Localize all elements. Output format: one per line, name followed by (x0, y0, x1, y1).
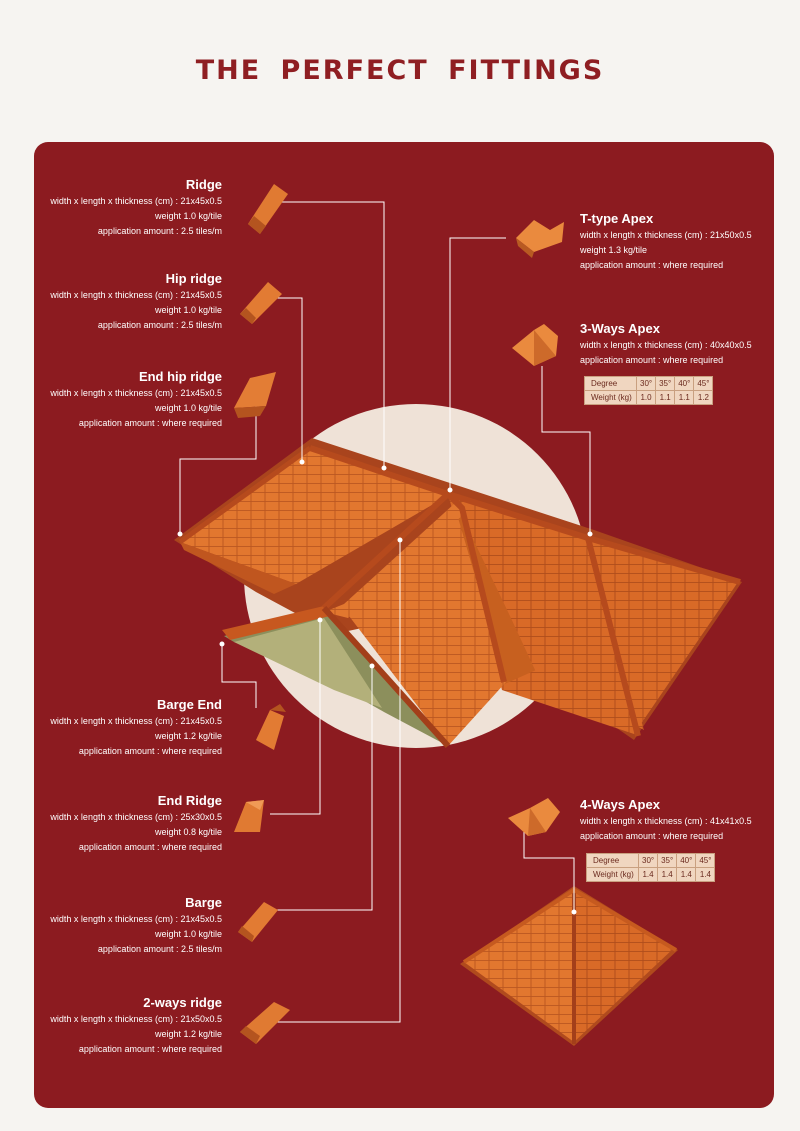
fittings-panel (34, 142, 774, 1108)
weight-label: Weight (kg) (585, 391, 637, 405)
two-ways-ridge-tile-icon (240, 1002, 290, 1044)
barge-tile-icon (238, 902, 278, 942)
fitting-name: Ridge (185, 177, 222, 192)
fitting-name: Barge (185, 895, 222, 910)
fitting-amount: application amount : where required (580, 355, 724, 365)
fitting-end-ridge (50, 792, 222, 855)
fitting-dimensions: width x length x thickness (cm) : 25x30x0.5 (50, 812, 222, 822)
weight-cell: 1.4 (677, 868, 696, 882)
degree-cell: 40° (677, 854, 696, 868)
degree-cell: 30° (637, 377, 656, 391)
pyramid-roof (460, 886, 678, 1046)
degree-label: Degree (585, 377, 637, 391)
weight-label: Weight (kg) (587, 868, 639, 882)
degree-cell: 45° (694, 377, 713, 391)
fitting-dimensions: width x length x thickness (cm) : 21x50x0.5 (50, 1014, 222, 1024)
weight-cell: 1.0 (637, 391, 656, 405)
degree-cell: 40° (675, 377, 694, 391)
fitting-amount: application amount : where required (78, 842, 222, 852)
fitting-amount: application amount : where required (78, 1044, 222, 1054)
weight-cell: 1.1 (675, 391, 694, 405)
page-title: THE PERFECT FITTINGS (195, 55, 605, 86)
fitting-name: Barge End (156, 697, 222, 712)
fitting-name: 3-Ways Apex (580, 321, 660, 336)
degree-cell: 45° (696, 854, 715, 868)
end-ridge-tile-icon (234, 800, 264, 832)
fitting-weight: weight 1.0 kg/tile (154, 305, 222, 315)
fitting-dimensions: width x length x thickness (cm) : 40x40x0.5 (580, 340, 752, 350)
fitting-name: T-type Apex (580, 211, 654, 226)
fitting-amount: application amount : where required (78, 746, 222, 756)
fitting-name: End Ridge (157, 793, 222, 808)
fitting-dimensions: width x length x thickness (cm) : 21x45x0.5 (50, 290, 222, 300)
fitting-t-type-apex (580, 210, 752, 273)
fitting-weight: weight 1.3 kg/tile (580, 245, 648, 255)
fitting-dimensions: width x length x thickness (cm) : 21x45x0.5 (50, 914, 222, 924)
fitting-three-ways-apex (580, 320, 752, 368)
barge-end-tile-icon (256, 704, 286, 750)
fitting-weight: weight 1.0 kg/tile (154, 929, 222, 939)
fitting-name: 2-ways ridge (143, 995, 222, 1010)
fitting-amount: application amount : 2.5 tiles/m (97, 944, 222, 954)
fitting-weight: weight 1.2 kg/tile (154, 731, 222, 741)
fitting-dimensions: width x length x thickness (cm) : 21x50x0.5 (580, 230, 752, 240)
fitting-amount: application amount : where required (78, 418, 222, 428)
fitting-two-ways-ridge (50, 994, 222, 1057)
three-way-apex-weight-table (584, 376, 713, 405)
fitting-amount: application amount : where required (580, 260, 724, 270)
fitting-weight: weight 1.0 kg/tile (154, 403, 222, 413)
degree-cell: 35° (658, 854, 677, 868)
fitting-barge (50, 894, 222, 957)
degree-label: Degree (587, 854, 639, 868)
weight-cell: 1.1 (656, 391, 675, 405)
weight-cell: 1.4 (658, 868, 677, 882)
end-hip-ridge-tile-icon (234, 372, 276, 418)
fitting-amount: application amount : 2.5 tiles/m (97, 320, 222, 330)
hip-ridge-tile-icon (240, 282, 282, 324)
fitting-ridge (50, 176, 222, 239)
fitting-name: End hip ridge (138, 369, 222, 384)
t-type-apex-icon (516, 220, 564, 258)
fitting-weight: weight 1.2 kg/tile (154, 1029, 222, 1039)
fitting-amount: application amount : where required (580, 831, 724, 841)
fitting-dimensions: width x length x thickness (cm) : 21x45x0.5 (50, 716, 222, 726)
fitting-weight: weight 0.8 kg/tile (154, 827, 222, 837)
fitting-four-ways-apex (580, 796, 752, 844)
four-way-apex-icon (508, 798, 560, 836)
fitting-dimensions: width x length x thickness (cm) : 21x45x0.5 (50, 388, 222, 398)
fitting-amount: application amount : 2.5 tiles/m (97, 226, 222, 236)
fitting-name: Hip ridge (165, 271, 222, 286)
fitting-dimensions: width x length x thickness (cm) : 21x45x0.5 (50, 196, 222, 206)
fitting-dimensions: width x length x thickness (cm) : 41x41x0.5 (580, 816, 752, 826)
weight-cell: 1.2 (694, 391, 713, 405)
weight-cell: 1.4 (639, 868, 658, 882)
weight-cell: 1.4 (696, 868, 715, 882)
fitting-hip-ridge (50, 270, 222, 333)
degree-cell: 35° (656, 377, 675, 391)
fitting-weight: weight 1.0 kg/tile (154, 211, 222, 221)
degree-cell: 30° (639, 854, 658, 868)
ridge-tile-icon (248, 184, 288, 234)
four-way-apex-weight-table (586, 853, 715, 882)
fitting-barge-end (50, 696, 222, 759)
fitting-name: 4-Ways Apex (580, 797, 660, 812)
three-way-apex-icon (512, 324, 558, 366)
fitting-end-hip-ridge (50, 368, 222, 431)
